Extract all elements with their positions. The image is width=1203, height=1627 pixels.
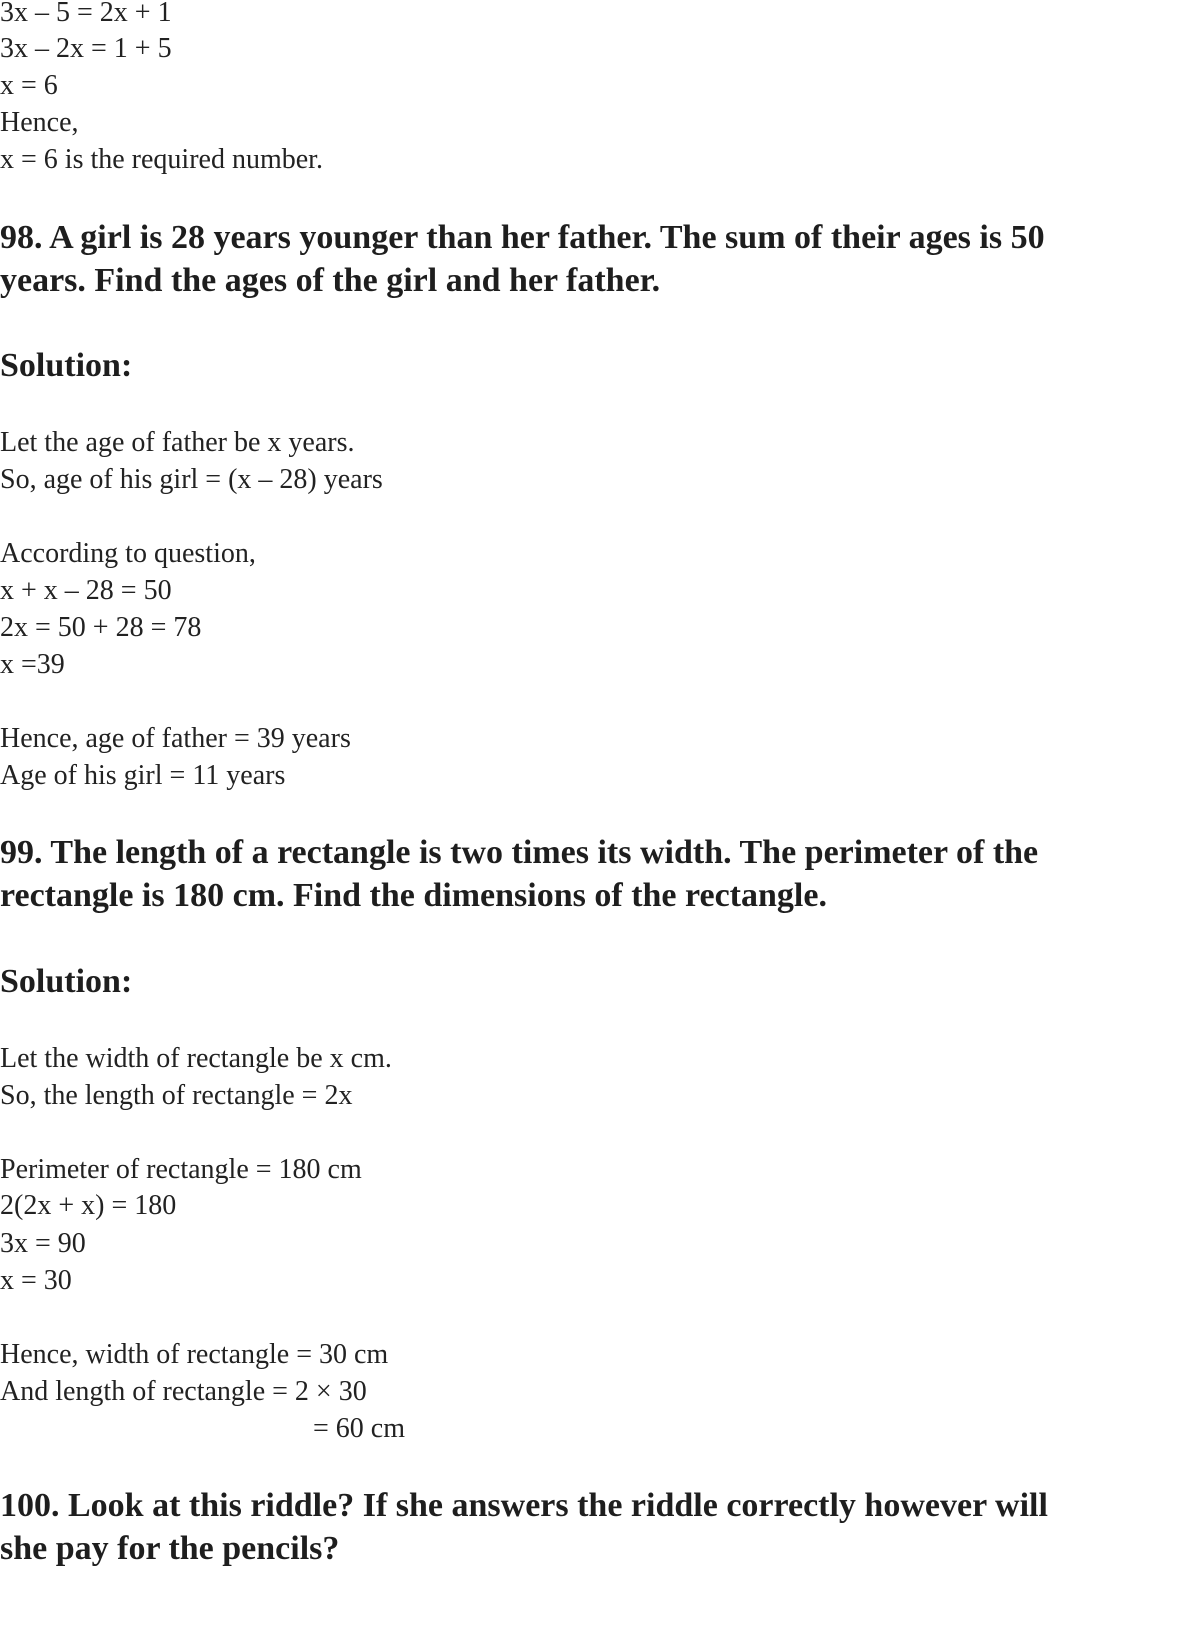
equation-line: x + x – 28 = 50 (0, 575, 172, 606)
text-line: So, the length of rectangle = 2x (0, 1080, 353, 1111)
conclusion-line: Age of his girl = 11 years (0, 760, 286, 791)
question-text: 100. Look at this riddle? If she answers the riddle correctly however will (0, 1487, 1048, 1524)
question-text: rectangle is 180 cm. Find the dimensions of the rectangle. (0, 877, 827, 914)
equation-line: 3x = 90 (0, 1228, 86, 1259)
text-line: According to question, (0, 538, 256, 569)
conclusion-line: x = 6 is the required number. (0, 144, 323, 175)
conclusion-line: = 60 cm (313, 1413, 405, 1444)
text-line: Let the age of father be x years. (0, 427, 355, 458)
equation-line: x = 30 (0, 1265, 72, 1296)
equation-line: 2x = 50 + 28 = 78 (0, 612, 202, 643)
conclusion-line: And length of rectangle = 2 × 30 (0, 1376, 367, 1407)
conclusion-line: Hence, age of father = 39 years (0, 723, 351, 754)
equation-line: 2(2x + x) = 180 (0, 1190, 177, 1221)
conclusion-line: Hence, width of rectangle = 30 cm (0, 1339, 389, 1370)
text-line: Hence, (0, 107, 79, 138)
solution-heading: Solution: (0, 963, 133, 1000)
question-text: years. Find the ages of the girl and her father. (0, 262, 661, 299)
text-line: Perimeter of rectangle = 180 cm (0, 1154, 362, 1185)
question-text: she pay for the pencils? (0, 1530, 340, 1567)
equation-line: x =39 (0, 649, 65, 680)
equation-line: 3x – 2x = 1 + 5 (0, 33, 172, 64)
solution-heading: Solution: (0, 347, 133, 384)
equation-line: x = 6 (0, 70, 58, 101)
question-text: 99. The length of a rectangle is two times its width. The perimeter of the (0, 834, 1039, 871)
question-text: 98. A girl is 28 years younger than her father. The sum of their ages is 50 (0, 219, 1045, 256)
text-line: Let the width of rectangle be x cm. (0, 1043, 392, 1074)
text-line: So, age of his girl = (x – 28) years (0, 464, 383, 495)
equation-line: 3x – 5 = 2x + 1 (0, 0, 172, 28)
